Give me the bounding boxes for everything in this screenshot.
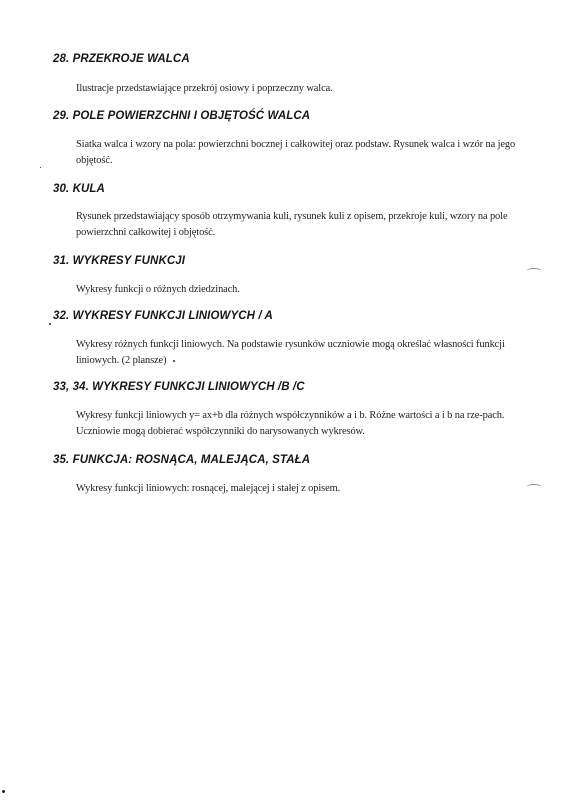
section-text: Wykresy funkcji liniowych: rosnącej, malejącej i stałej z opisem. [76, 483, 341, 494]
section-heading: 28. PRZEKROJE WALCA [53, 53, 190, 65]
section-text: Wykresy funkcji o różnych dziedzinach. [76, 284, 240, 295]
binder-hole-mark [527, 484, 541, 489]
scan-speck [40, 167, 41, 168]
section-heading: 33, 34. WYKRESY FUNKCJI LINIOWYCH /B /C [53, 381, 305, 393]
section-heading: 30. KULA [53, 183, 105, 195]
scan-speck [173, 360, 175, 362]
section-text: Wykresy funkcji liniowych y= ax+b dla różnych współczynników a i b. Różne wartości a i b na rze-pach. Uczniowie mogą dobierać współczynniki do narysowanych wykresów. [76, 410, 505, 437]
section-heading: 29. POLE POWIERZCHNI I OBJĘTOŚĆ WALCA [53, 110, 311, 122]
binder-hole-mark [527, 268, 541, 273]
scan-speck [49, 323, 51, 325]
section-text: Siatka walca i wzory na pola: powierzchni bocznej i całkowitej oraz podstaw. Rysunek walca i wzór na jego objętość. [76, 139, 516, 166]
section-heading: 31. WYKRESY FUNKCJI [53, 255, 186, 267]
section-heading: 35. FUNKCJA: ROSNĄCA, MALEJĄCA, STAŁA [53, 454, 311, 466]
section-text: Rysunek przedstawiający sposób otrzymywania kuli, rysunek kuli z opisem, przekroje kuli, wzory na pole powierzchni całkowitej i objętość. [76, 211, 508, 238]
section-heading: 32. WYKRESY FUNKCJI LINIOWYCH / A [53, 310, 273, 322]
scan-speck [2, 790, 5, 793]
section-text: Wykresy różnych funkcji liniowych. Na podstawie rysunków uczniowie mogą określać własności funkcji liniowych. (2 plansze) [76, 339, 505, 366]
section-text: Ilustracje przedstawiające przekrój osiowy i poprzeczny walca. [76, 83, 333, 94]
